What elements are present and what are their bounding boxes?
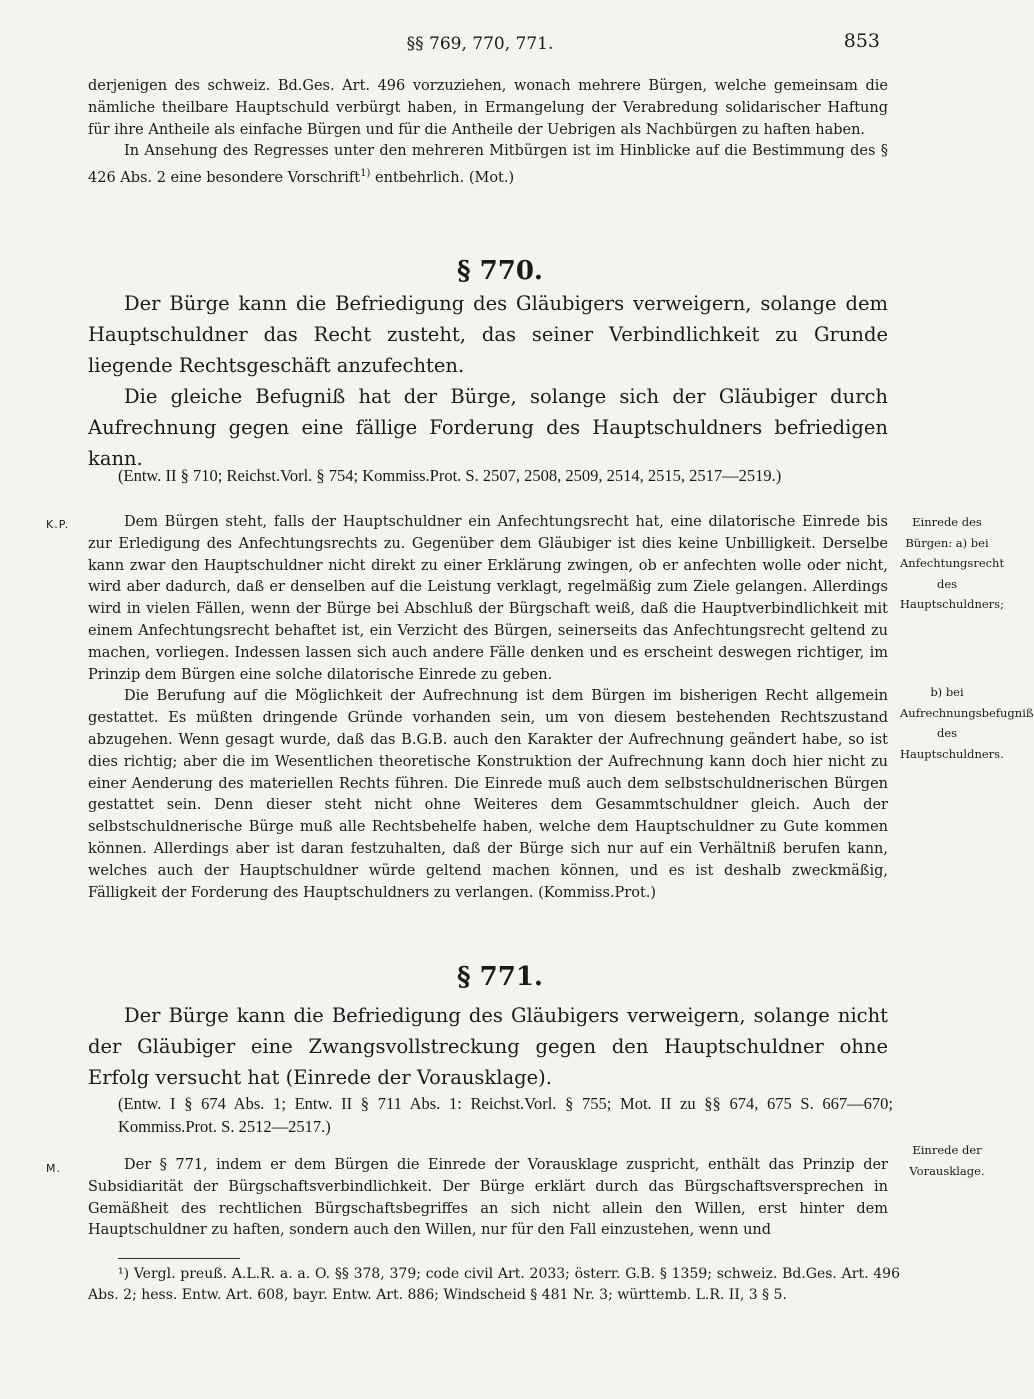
intro-block — [88, 76, 888, 190]
footnote — [88, 1264, 900, 1306]
law-paragraph: Die gleiche Befugniß hat der Bürge, solange sich der Gläubiger durch Aufrechnung gegen eine fällige Forderung des Hauptschuldners befriedigen kann. — [88, 385, 888, 470]
source-tag-m: M. — [46, 1162, 61, 1175]
section-770-law-text — [88, 288, 888, 474]
section-770-commentary — [88, 512, 888, 904]
law-paragraph: Der Bürge kann die Befriedigung des Gläubigers verweigern, solange dem Hauptschuldner das Recht zusteht, das seiner Verbindlichkeit zu Grunde liegende Rechtsgeschäft anzufechten. — [88, 292, 888, 377]
section-771-law-text — [88, 1000, 888, 1093]
intro-paragraph: derjenigen des schweiz. Bd.Ges. Art. 496 vorzuziehen, wonach mehrere Bürgen, welche gemeinsam die nämliche theilbare Hauptschuld verbürgt haben, in Ermangelung der Verabredung solidarischer Haftung für ihre Antheile als einfache Bürgen und für die Antheile der Uebrigen als Nachbürgen zu haften haben. — [88, 78, 888, 138]
law-paragraph: Der Bürge kann die Befriedigung des Gläubigers verweigern, solange nicht der Gläubiger eine Zwangsvollstreckung gegen den Hauptschuldner ohne Erfolg versucht hat (Einrede der Vorausklage). — [88, 1004, 888, 1089]
commentary-paragraph: Die Berufung auf die Möglichkeit der Aufrechnung ist dem Bürgen im bisherigen Recht allgemein gestattet. Es müßten dringende Gründe vorhanden sein, um von diesem bestehenden Rechtszustand abzugehen. Wenn gesagt wurde, daß das B.G.B. auch den Karakter der Aufrechnung geändert habe, so ist dies richtig; aber die im Wesentlichen theoretische Konstruktion der Aufrechnung kann doch hier nicht zu einer Aenderung des materiellen Rechts führen. Die Einrede muß auch dem selbstschuldnerischen Bürgen gestattet sein. Denn dieser steht nicht ohne Weiteres dem Gesammtschuldner gleich. Auch der selbstschuldnerische Bürge muß alle Rechtsbehelfe haben, welche dem Hauptschuldner zu Gute kommen können. Allerdings aber ist daran festzuhalten, daß der Bürge sich nur auf ein Verhältniß berufen kann, welches auch der Hauptschuldner würde geltend machen können, und es ist deshalb zweckmäßig, Fälligkeit der Forderung des Hauptschuldners zu verlangen. (Kommiss.Prot.) — [88, 688, 888, 901]
intro-paragraph-regress-end: entbehrlich. (Mot.) — [370, 170, 515, 187]
section-771-heading: § 771. — [457, 962, 543, 992]
margin-note-anfechtung: Einrede des Bürgen: a) bei Anfechtungsrecht des Hauptschuldners; — [900, 515, 1005, 611]
section-770-heading: § 770. — [457, 256, 543, 286]
margin-note-aufrechnung: b) bei Aufrechnungsbefugniß des Hauptschuldners. — [900, 685, 1034, 761]
commentary-paragraph: Der § 771, indem er dem Bürgen die Einrede der Vorausklage zuspricht, enthält das Prinzip der Subsidiarität der Bürgschaftsverbindlichkeit. Der Bürge erklärt durch das Bürgschaftsversprechen in Gemäßheit des rechtlichen Bürgschaftsbegriffes an sich nicht allein den Willen, erst hinter dem Hauptschuldner zu haften, sondern auch den Willen, nur für den Fall einzustehen, wenn und — [88, 1157, 888, 1239]
footnote-divider — [118, 1258, 240, 1259]
section-771-references: (Entw. I § 674 Abs. 1; Entw. II § 711 Abs. 1: Reichst.Vorl. § 755; Mot. II zu §§ 674, 675 S. 667—670; Kommiss.Prot. S. 2512—2517.) — [118, 1094, 893, 1136]
intro-paragraph-regress-text: In Ansehung des Regresses unter den mehreren Mitbürgen ist im Hinblicke auf die Bestimmung des § 426 Abs. 2 eine besondere Vorschrift — [88, 143, 888, 187]
section-770-references: (Entw. II § 710; Reichst.Vorl. § 754; Kommiss.Prot. S. 2507, 2508, 2509, 2514, 2515, 2517—2519.) — [118, 466, 782, 485]
footnote-text: ¹) Vergl. preuß. A.L.R. a. a. O. §§ 378, 379; code civil Art. 2033; österr. G.B. § 1359; schweiz. Bd.Ges. Art. 496 Abs. 2; hess. Entw. Art. 608, bayr. Entw. Art. 886; Windscheid § 481 Nr. 3; württemb. L.R. II, 3 § 5. — [88, 1266, 900, 1303]
section-771-commentary — [88, 1155, 888, 1242]
commentary-paragraph: Dem Bürgen steht, falls der Hauptschuldner ein Anfechtungsrecht hat, eine dilatorische Einrede bis zur Erledigung des Anfechtungsrechts zu. Gegenüber dem Gläubiger ist dies keine Unbilligkeit. Derselbe kann zwar den Hauptschuldner nicht direkt zu einer Erklärung zwingen, ob er anfechten wolle oder nicht, wird aber dadurch, daß er denselben auf die Leistung verklagt, regelmäßig zum Ziele gelangen. Allerdings wird in vielen Fällen, wenn der Bürge bei Abschluß der Bürgschaft weiß, daß die Hauptverbindlichkeit mit einem Anfechtungsrecht behaftet ist, ein Verzicht des Bürgen, seinerseits das Anfechtungsrecht geltend zu machen, vorliegen. Indessen lassen sich auch andere Fälle denken und es erscheint deswegen richtiger, im Prinzip dem Bürgen eine solche dilatorische Einrede zu geben. — [88, 514, 888, 683]
page-number: 853 — [843, 30, 880, 52]
header-section-refs: §§ 769, 770, 771. — [406, 34, 554, 54]
footnote-marker: 1) — [360, 168, 371, 180]
intro-paragraph-regress — [88, 141, 888, 189]
source-tag-kp: K.P. — [46, 518, 70, 531]
running-header — [0, 30, 1000, 54]
margin-note-vorausklage: Einrede der Vorausklage. — [909, 1143, 985, 1178]
